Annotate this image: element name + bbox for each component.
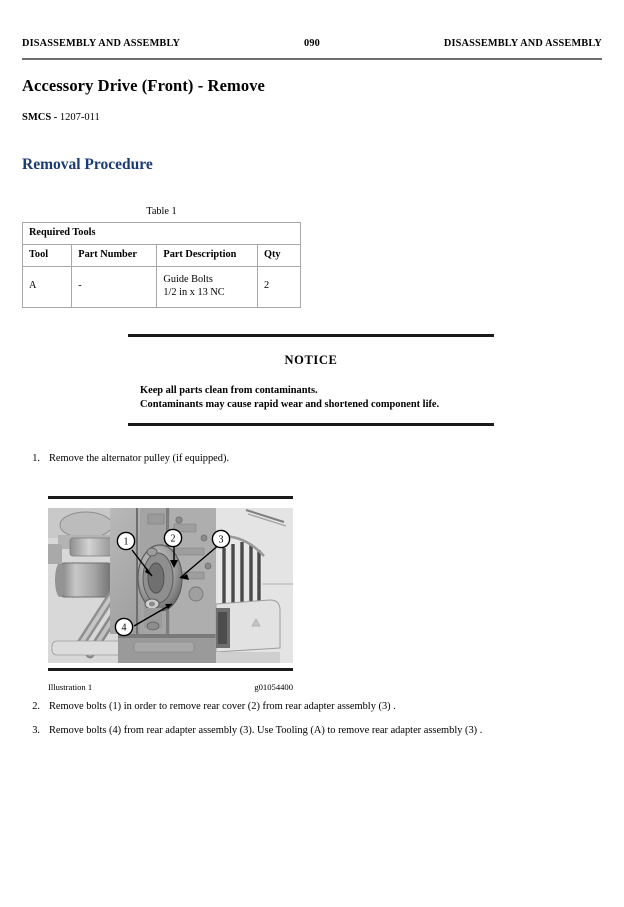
smcs-label: SMCS - bbox=[22, 112, 58, 123]
illustration-graphic-id: g01054400 bbox=[254, 682, 293, 692]
cell-tool: A bbox=[23, 266, 72, 307]
illustration-caption-label: Illustration 1 bbox=[48, 682, 93, 692]
step-3-number: 3. bbox=[32, 725, 40, 736]
step-1-number: 1. bbox=[32, 453, 40, 464]
illustration-rule-bottom bbox=[48, 668, 293, 671]
table-title-cell: Required Tools bbox=[23, 223, 301, 245]
step-2-text: Remove bolts (1) in order to remove rear cover (2) from rear adapter assembly (3) . bbox=[49, 701, 396, 712]
header-divider-rule bbox=[22, 58, 602, 60]
svg-text:2: 2 bbox=[170, 533, 176, 545]
table-caption: Table 1 bbox=[146, 206, 177, 217]
illustration-image bbox=[48, 508, 293, 663]
notice-body bbox=[128, 384, 494, 414]
smcs-line bbox=[22, 112, 100, 123]
page-running-header bbox=[0, 38, 624, 54]
step-2-number: 2. bbox=[32, 701, 40, 712]
header-right-text: DISASSEMBLY AND ASSEMBLY bbox=[443, 38, 602, 49]
notice-block bbox=[128, 334, 494, 426]
step-1-text: Remove the alternator pulley (if equipped). bbox=[49, 453, 230, 464]
table-header-row bbox=[23, 244, 301, 266]
notice-rule-top bbox=[128, 334, 494, 337]
column-header-part-description: Part Description bbox=[157, 244, 258, 266]
column-header-tool: Tool bbox=[23, 244, 72, 266]
notice-rule-bottom bbox=[128, 423, 494, 426]
notice-line-1: Keep all parts clean from contaminants. bbox=[140, 384, 318, 396]
part-description-line-2: 1/2 in x 13 NC bbox=[163, 286, 225, 298]
procedure-step-2 bbox=[22, 700, 582, 714]
smcs-value: 1207-011 bbox=[59, 112, 100, 123]
procedure-step-1 bbox=[22, 452, 542, 466]
column-header-part-number: Part Number bbox=[72, 244, 157, 266]
step-3-text: Remove bolts (4) from rear adapter assembly (3). Use Tooling (A) to remove rear adapter assembly (3) . bbox=[49, 725, 483, 736]
required-tools-table bbox=[22, 222, 301, 308]
notice-line-2: Contaminants may cause rapid wear and shortened component life. bbox=[140, 399, 440, 411]
svg-text:3: 3 bbox=[218, 534, 224, 546]
notice-heading: NOTICE bbox=[284, 352, 338, 367]
column-header-qty: Qty bbox=[257, 244, 300, 266]
page-title: Accessory Drive (Front) - Remove bbox=[22, 76, 265, 95]
cell-part-description bbox=[157, 266, 258, 307]
header-page-number: 090 bbox=[304, 38, 320, 49]
svg-text:4: 4 bbox=[121, 622, 127, 634]
cell-qty: 2 bbox=[257, 266, 300, 307]
procedure-step-3 bbox=[22, 724, 582, 738]
table-title-row bbox=[23, 223, 301, 245]
part-description-line-1: Guide Bolts bbox=[163, 273, 213, 285]
svg-text:1: 1 bbox=[123, 536, 129, 548]
header-left-text: DISASSEMBLY AND ASSEMBLY bbox=[22, 38, 181, 49]
illustration-rule-top bbox=[48, 496, 293, 499]
section-heading-removal-procedure: Removal Procedure bbox=[22, 156, 153, 173]
cell-part-number: - bbox=[72, 266, 157, 307]
table-row bbox=[23, 266, 301, 307]
